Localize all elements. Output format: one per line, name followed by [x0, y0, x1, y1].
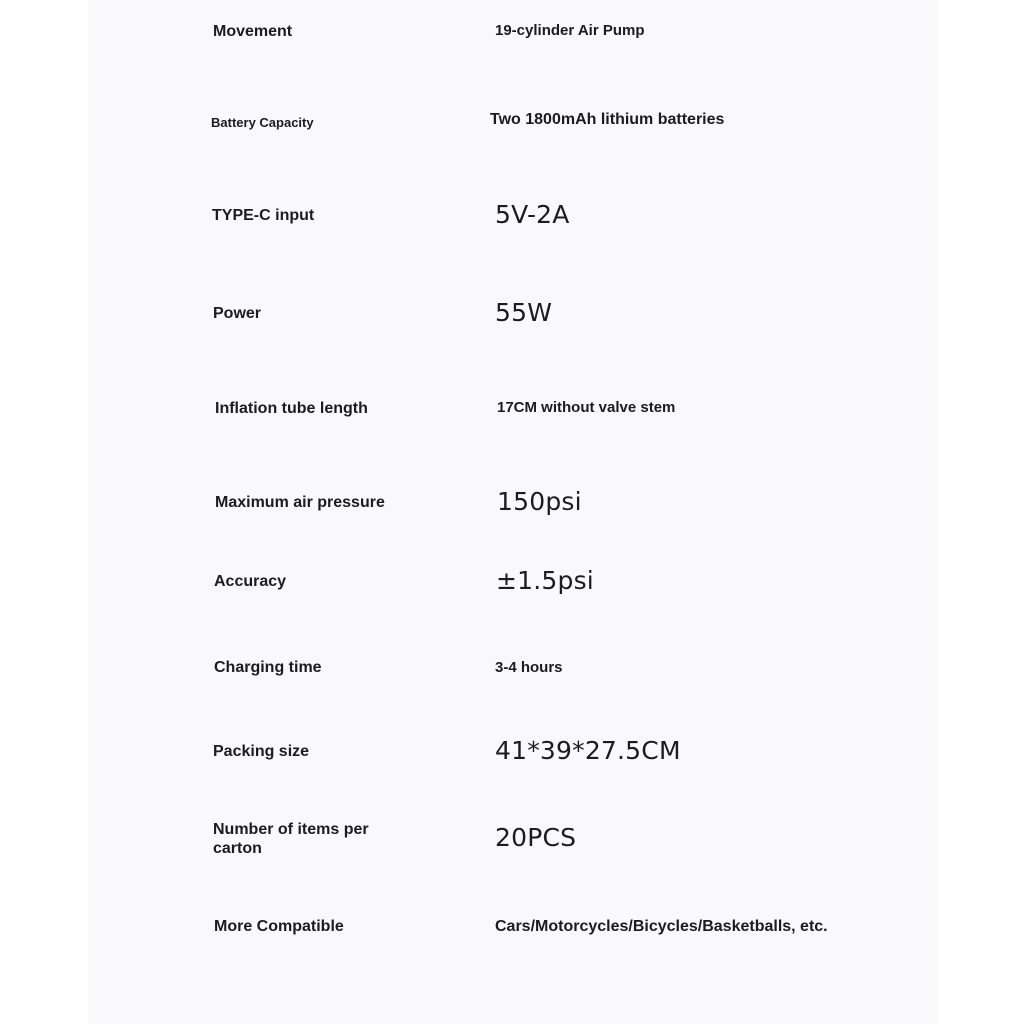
spec-label: Inflation tube length	[215, 400, 368, 417]
spec-value: 17CM without valve stem	[497, 399, 676, 416]
spec-value: Two 1800mAh lithium batteries	[490, 111, 725, 128]
spec-value: ±1.5psi	[496, 566, 594, 595]
spec-label: Movement	[213, 23, 293, 40]
spec-label: Number of items per carton	[213, 821, 369, 857]
spec-value: 41*39*27.5CM	[495, 736, 681, 765]
spec-value: Cars/Motorcycles/Bicycles/Basketballs, etc.	[495, 918, 828, 935]
spec-label: Maximum air pressure	[215, 494, 385, 511]
spec-value: 20PCS	[495, 823, 577, 852]
spec-value: 19-cylinder Air Pump	[495, 22, 645, 39]
spec-label: More Compatible	[214, 918, 344, 935]
spec-label: Packing size	[213, 743, 310, 760]
spec-label: Accuracy	[214, 573, 287, 590]
spec-label: Charging time	[214, 659, 322, 676]
spec-label: Power	[213, 305, 262, 322]
spec-value: 55W	[495, 298, 553, 327]
spec-sheet	[88, 0, 938, 1024]
spec-value: 3-4 hours	[495, 659, 563, 676]
spec-value: 5V-2A	[495, 200, 570, 229]
spec-label: Battery Capacity	[211, 115, 314, 130]
spec-label: TYPE-C input	[212, 207, 315, 224]
spec-value: 150psi	[497, 487, 582, 516]
